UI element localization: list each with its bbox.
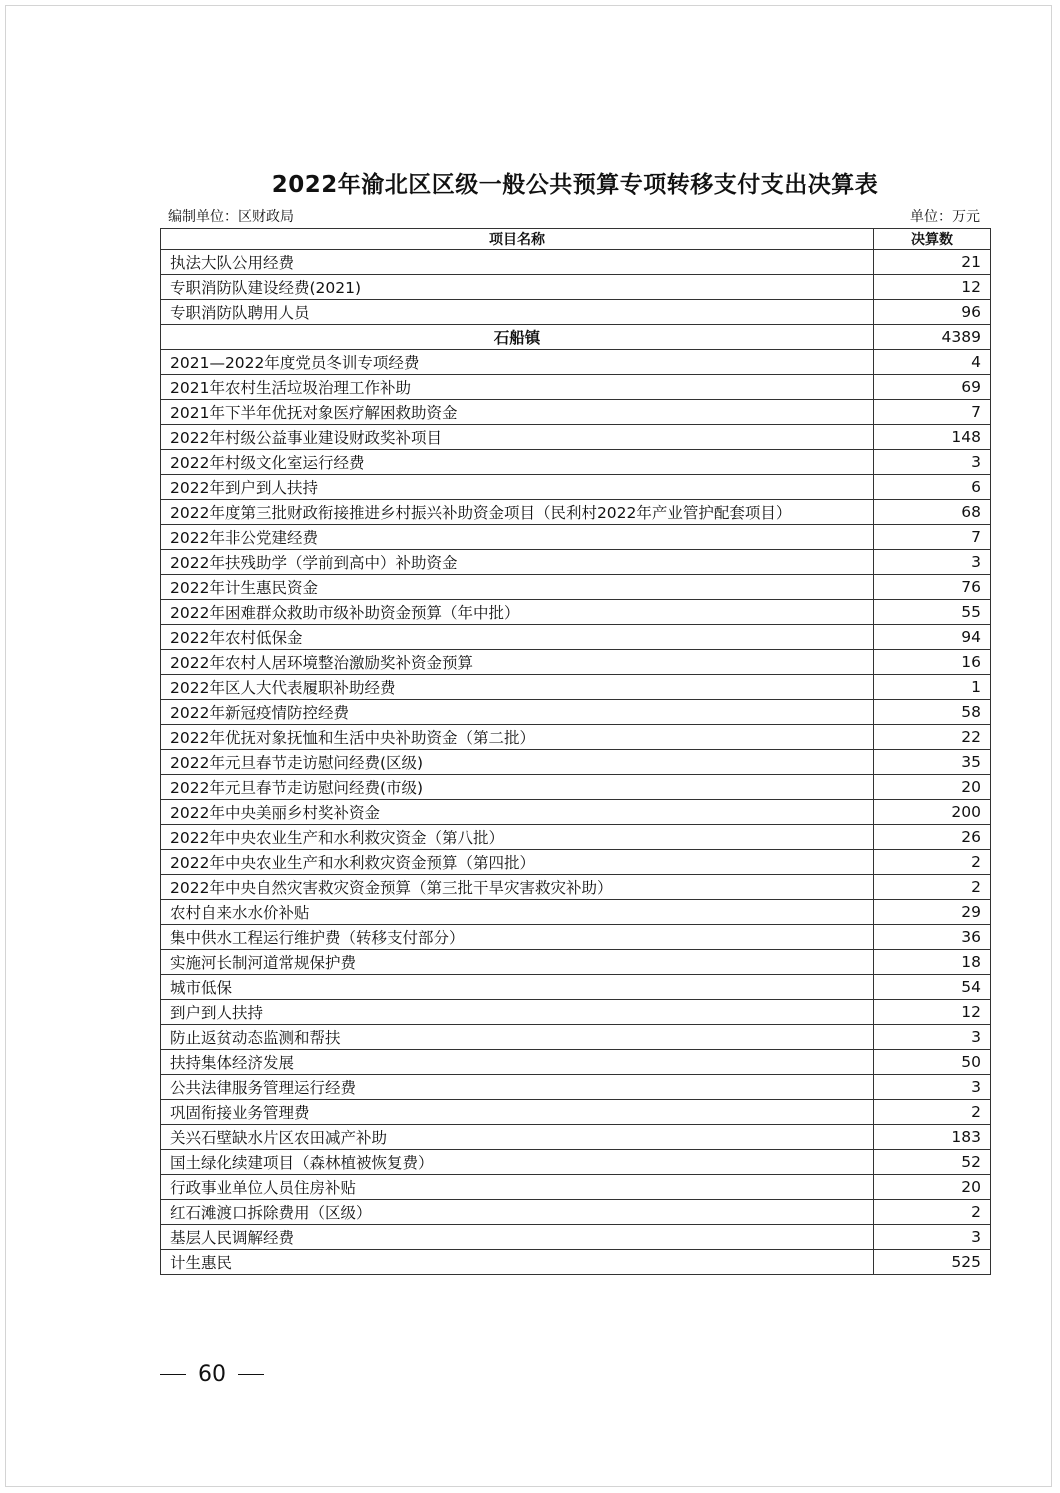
row-amount: 2	[874, 1200, 991, 1225]
table-row	[161, 500, 991, 525]
row-amount: 68	[874, 500, 991, 525]
row-amount: 76	[874, 575, 991, 600]
row-amount: 52	[874, 1150, 991, 1175]
table-row	[161, 875, 991, 900]
table-row	[161, 1050, 991, 1075]
table-row	[161, 975, 991, 1000]
row-project-name: 2022年度第三批财政衔接推进乡村振兴补助资金项目（民利村2022年产业管护配套项目）	[161, 500, 874, 525]
row-project-name: 扶持集体经济发展	[161, 1050, 874, 1075]
table-row	[161, 775, 991, 800]
table-row	[161, 925, 991, 950]
row-project-name: 关兴石壁缺水片区农田减产补助	[161, 1125, 874, 1150]
row-project-name: 2022年村级公益事业建设财政奖补项目	[161, 425, 874, 450]
row-amount: 2	[874, 1100, 991, 1125]
table-row	[161, 450, 991, 475]
row-amount: 58	[874, 700, 991, 725]
row-project-name: 2021年农村生活垃圾治理工作补助	[161, 375, 874, 400]
row-project-name: 2022年扶残助学（学前到高中）补助资金	[161, 550, 874, 575]
row-project-name: 集中供水工程运行维护费（转移支付部分）	[161, 925, 874, 950]
table-row	[161, 375, 991, 400]
table-row	[161, 1250, 991, 1275]
row-amount: 50	[874, 1050, 991, 1075]
row-project-name: 2022年元旦春节走访慰问经费(区级)	[161, 750, 874, 775]
row-amount: 7	[874, 400, 991, 425]
row-project-name: 2022年中央自然灾害救灾资金预算（第三批干旱灾害救灾补助）	[161, 875, 874, 900]
table-row	[161, 350, 991, 375]
header-amount: 决算数	[874, 229, 991, 250]
row-amount: 4389	[874, 325, 991, 350]
row-project-name: 2022年中央农业生产和水利救灾资金预算（第四批）	[161, 850, 874, 875]
table-row	[161, 550, 991, 575]
row-amount: 525	[874, 1250, 991, 1275]
table-group-row	[161, 325, 991, 350]
table-row	[161, 1150, 991, 1175]
row-project-name: 2022年新冠疫情防控经费	[161, 700, 874, 725]
row-amount: 20	[874, 1175, 991, 1200]
table-row	[161, 1000, 991, 1025]
row-amount: 36	[874, 925, 991, 950]
page-number	[160, 1362, 264, 1387]
page-number-dash-right	[238, 1374, 264, 1376]
row-amount: 3	[874, 450, 991, 475]
row-amount: 22	[874, 725, 991, 750]
header-project-name: 项目名称	[161, 229, 874, 250]
table-row	[161, 250, 991, 275]
row-amount: 69	[874, 375, 991, 400]
row-project-name: 石船镇	[161, 325, 874, 350]
row-project-name: 专职消防队建设经费(2021)	[161, 275, 874, 300]
row-amount: 96	[874, 300, 991, 325]
table-row	[161, 400, 991, 425]
row-amount: 16	[874, 650, 991, 675]
row-amount: 200	[874, 800, 991, 825]
row-project-name: 2022年非公党建经费	[161, 525, 874, 550]
page-number-value: 60	[198, 1362, 226, 1387]
row-project-name: 2022年中央美丽乡村奖补资金	[161, 800, 874, 825]
table-row	[161, 900, 991, 925]
row-amount: 2	[874, 850, 991, 875]
table-row	[161, 800, 991, 825]
row-project-name: 国土绿化续建项目（森林植被恢复费）	[161, 1150, 874, 1175]
table-body	[161, 250, 991, 1275]
row-project-name: 红石滩渡口拆除费用（区级）	[161, 1200, 874, 1225]
row-amount: 29	[874, 900, 991, 925]
table-row	[161, 475, 991, 500]
table-row	[161, 675, 991, 700]
budget-table	[160, 228, 991, 1275]
row-amount: 148	[874, 425, 991, 450]
row-project-name: 2022年到户到人扶持	[161, 475, 874, 500]
row-project-name: 行政事业单位人员住房补贴	[161, 1175, 874, 1200]
table-row	[161, 300, 991, 325]
row-project-name: 2022年农村人居环境整治激励奖补资金预算	[161, 650, 874, 675]
table-row	[161, 1175, 991, 1200]
row-project-name: 公共法律服务管理运行经费	[161, 1075, 874, 1100]
table-row	[161, 650, 991, 675]
row-amount: 1	[874, 675, 991, 700]
row-project-name: 实施河长制河道常规保护费	[161, 950, 874, 975]
row-amount: 6	[874, 475, 991, 500]
table-row	[161, 525, 991, 550]
row-amount: 21	[874, 250, 991, 275]
table-row	[161, 1075, 991, 1100]
row-project-name: 防止返贫动态监测和帮扶	[161, 1025, 874, 1050]
table-row	[161, 850, 991, 875]
row-amount: 7	[874, 525, 991, 550]
row-amount: 2	[874, 875, 991, 900]
row-amount: 12	[874, 275, 991, 300]
table-row	[161, 1225, 991, 1250]
row-project-name: 2022年元旦春节走访慰问经费(市级)	[161, 775, 874, 800]
row-amount: 35	[874, 750, 991, 775]
row-project-name: 城市低保	[161, 975, 874, 1000]
row-project-name: 2021年下半年优抚对象医疗解困救助资金	[161, 400, 874, 425]
row-project-name: 执法大队公用经费	[161, 250, 874, 275]
row-project-name: 巩固衔接业务管理费	[161, 1100, 874, 1125]
compiler-label: 编制单位：区财政局	[168, 209, 294, 225]
row-project-name: 2022年优抚对象抚恤和生活中央补助资金（第二批）	[161, 725, 874, 750]
row-project-name: 2022年农村低保金	[161, 625, 874, 650]
row-project-name: 2022年计生惠民资金	[161, 575, 874, 600]
table-row	[161, 750, 991, 775]
table-row	[161, 600, 991, 625]
row-amount: 12	[874, 1000, 991, 1025]
row-amount: 183	[874, 1125, 991, 1150]
row-amount: 20	[874, 775, 991, 800]
document-title: 2022年渝北区区级一般公共预算专项转移支付支出决算表	[271, 172, 879, 198]
row-amount: 94	[874, 625, 991, 650]
table-row	[161, 825, 991, 850]
table-row	[161, 1100, 991, 1125]
row-project-name: 2022年困难群众救助市级补助资金预算（年中批）	[161, 600, 874, 625]
row-project-name: 2021—2022年度党员冬训专项经费	[161, 350, 874, 375]
table-row	[161, 575, 991, 600]
row-amount: 55	[874, 600, 991, 625]
table-header-row	[161, 229, 991, 250]
table-row	[161, 700, 991, 725]
row-project-name: 基层人民调解经费	[161, 1225, 874, 1250]
row-amount: 3	[874, 1075, 991, 1100]
table-row	[161, 725, 991, 750]
row-amount: 3	[874, 1225, 991, 1250]
row-amount: 3	[874, 1025, 991, 1050]
table-row	[161, 625, 991, 650]
row-amount: 4	[874, 350, 991, 375]
row-amount: 54	[874, 975, 991, 1000]
table-row	[161, 1125, 991, 1150]
row-project-name: 计生惠民	[161, 1250, 874, 1275]
row-project-name: 到户到人扶持	[161, 1000, 874, 1025]
unit-label: 单位：万元	[910, 209, 980, 225]
row-project-name: 2022年区人大代表履职补助经费	[161, 675, 874, 700]
table-row	[161, 1025, 991, 1050]
row-project-name: 2022年中央农业生产和水利救灾资金（第八批）	[161, 825, 874, 850]
table-row	[161, 1200, 991, 1225]
table-row	[161, 425, 991, 450]
table-row	[161, 275, 991, 300]
page-number-dash-left	[160, 1374, 186, 1376]
row-amount: 3	[874, 550, 991, 575]
table-row	[161, 950, 991, 975]
row-project-name: 专职消防队聘用人员	[161, 300, 874, 325]
row-amount: 18	[874, 950, 991, 975]
row-project-name: 农村自来水水价补贴	[161, 900, 874, 925]
row-amount: 26	[874, 825, 991, 850]
row-project-name: 2022年村级文化室运行经费	[161, 450, 874, 475]
